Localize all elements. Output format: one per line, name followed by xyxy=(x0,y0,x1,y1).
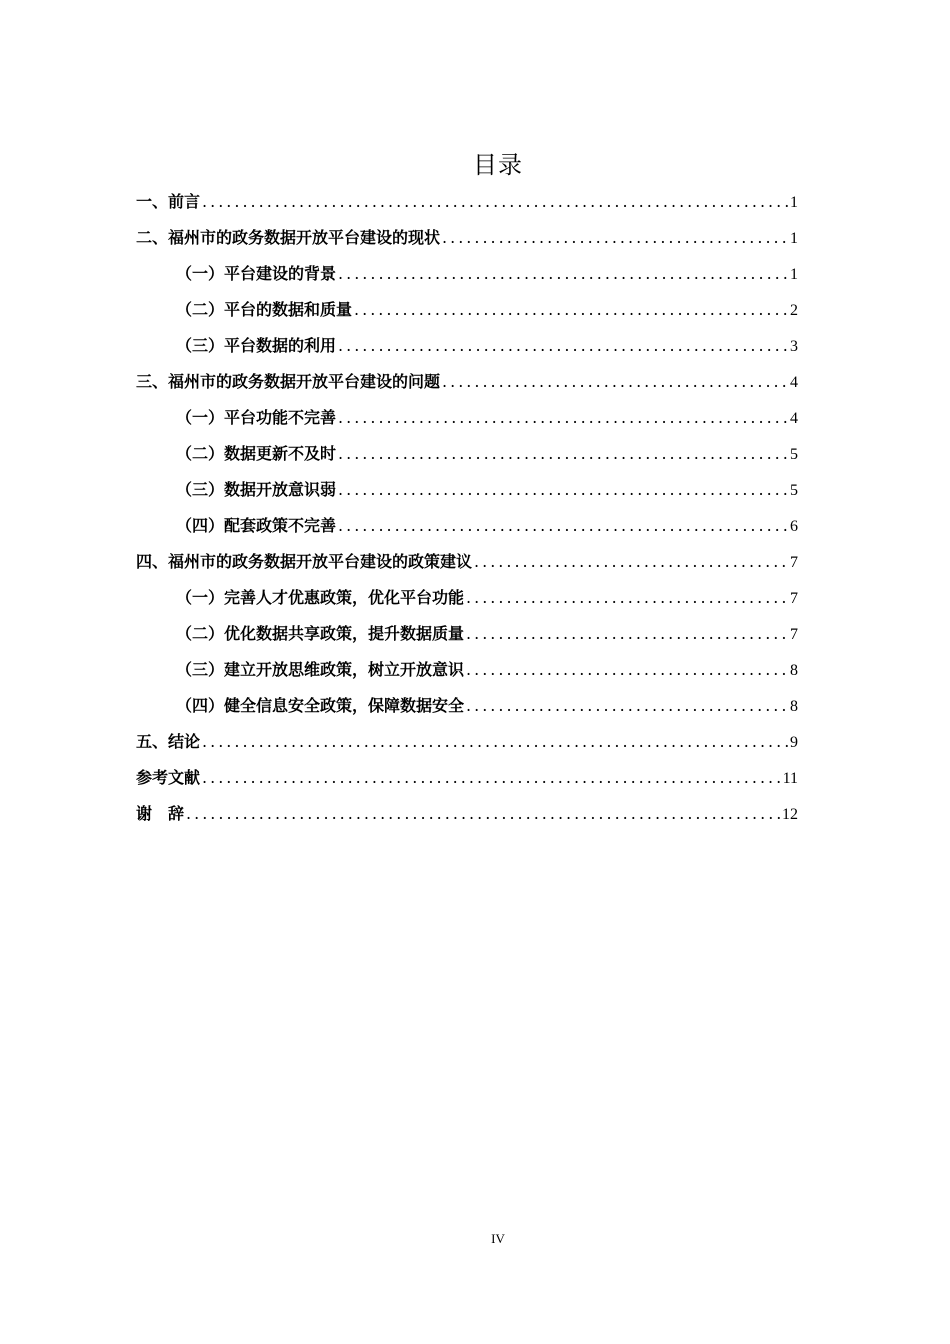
toc-title: 目录 xyxy=(473,151,523,179)
dot-leader xyxy=(186,796,780,832)
toc-entry[interactable] xyxy=(136,436,798,472)
toc-entry-label: （二）数据更新不及时 xyxy=(176,444,337,463)
toc-entry[interactable] xyxy=(136,760,798,796)
toc-entry-label: （一）平台建设的背景 xyxy=(176,264,337,283)
toc-entry[interactable] xyxy=(136,688,798,724)
toc-entry[interactable] xyxy=(136,184,798,220)
toc-entry[interactable] xyxy=(136,400,798,436)
toc-entry[interactable] xyxy=(136,292,798,328)
toc-entry-page: 11 xyxy=(782,770,798,787)
toc-entry-page: 1 xyxy=(790,266,798,283)
toc-entry-page: 4 xyxy=(790,374,798,391)
toc-entry-page: 5 xyxy=(790,482,798,499)
toc-entry-page: 7 xyxy=(790,590,798,607)
toc-entry[interactable] xyxy=(136,580,798,616)
dot-leader xyxy=(202,760,781,796)
toc-entry-label: （二）平台的数据和质量 xyxy=(176,300,353,319)
toc-entry-page: 5 xyxy=(790,446,798,463)
toc-entry-page: 8 xyxy=(790,698,798,715)
toc-entry-page: 6 xyxy=(790,518,798,535)
page-number: IV xyxy=(491,1231,505,1246)
toc-entry-label: （三）数据开放意识弱 xyxy=(176,480,337,499)
dot-leader xyxy=(338,436,788,472)
dot-leader xyxy=(466,616,788,652)
toc-entry-page: 1 xyxy=(790,194,798,211)
dot-leader xyxy=(338,508,788,544)
toc-entry[interactable] xyxy=(136,472,798,508)
toc-entry-page: 12 xyxy=(782,806,798,823)
dot-leader xyxy=(442,364,788,400)
toc-entry-label: （二）优化数据共享政策，提升数据质量 xyxy=(176,624,465,643)
toc-entry-label: 一、前言 xyxy=(136,192,201,211)
toc-entry-page: 2 xyxy=(790,302,798,319)
toc-entry-label: （一）平台功能不完善 xyxy=(176,408,337,427)
toc-entry-label: 二、福州市的政务数据开放平台建设的现状 xyxy=(136,228,441,247)
toc-entry-page: 3 xyxy=(790,338,798,355)
toc-entry-page: 7 xyxy=(790,626,798,643)
dot-leader xyxy=(466,652,788,688)
toc-entry[interactable] xyxy=(136,364,798,400)
toc-entry-label: 三、福州市的政务数据开放平台建设的问题 xyxy=(136,372,441,391)
dot-leader xyxy=(338,256,788,292)
dot-leader xyxy=(338,328,788,364)
dot-leader xyxy=(202,724,788,760)
toc-entry[interactable] xyxy=(136,652,798,688)
toc-entry[interactable] xyxy=(136,328,798,364)
table-of-contents xyxy=(136,184,798,832)
toc-entry[interactable] xyxy=(136,724,798,760)
toc-entry-label: （一）完善人才优惠政策，优化平台功能 xyxy=(176,588,465,607)
dot-leader xyxy=(442,220,788,256)
toc-entry-page: 1 xyxy=(790,230,798,247)
toc-entry-label: （四）配套政策不完善 xyxy=(176,516,337,535)
toc-entry-page: 4 xyxy=(790,410,798,427)
toc-entry[interactable] xyxy=(136,508,798,544)
toc-entry-page: 8 xyxy=(790,662,798,679)
toc-entry-label: （四）健全信息安全政策，保障数据安全 xyxy=(176,696,465,715)
toc-entry-label: 参考文献 xyxy=(136,768,201,787)
toc-entry-label: 四、福州市的政务数据开放平台建设的政策建议 xyxy=(136,552,473,571)
toc-entry[interactable] xyxy=(136,220,798,256)
dot-leader xyxy=(354,292,788,328)
toc-entry-label: （三）建立开放思维政策，树立开放意识 xyxy=(176,660,465,679)
dot-leader xyxy=(338,472,788,508)
toc-entry-label: （三）平台数据的利用 xyxy=(176,336,337,355)
toc-entry-page: 9 xyxy=(790,734,798,751)
toc-entry[interactable] xyxy=(136,544,798,580)
toc-entry-label: 五、结论 xyxy=(136,732,201,751)
dot-leader xyxy=(338,400,788,436)
toc-entry[interactable] xyxy=(136,256,798,292)
toc-entry-label: 谢 辞 xyxy=(136,804,185,823)
dot-leader xyxy=(202,184,788,220)
dot-leader xyxy=(466,580,788,616)
toc-entry[interactable] xyxy=(136,796,798,832)
dot-leader xyxy=(474,544,788,580)
toc-entry[interactable] xyxy=(136,616,798,652)
toc-entry-page: 7 xyxy=(790,554,798,571)
dot-leader xyxy=(466,688,788,724)
